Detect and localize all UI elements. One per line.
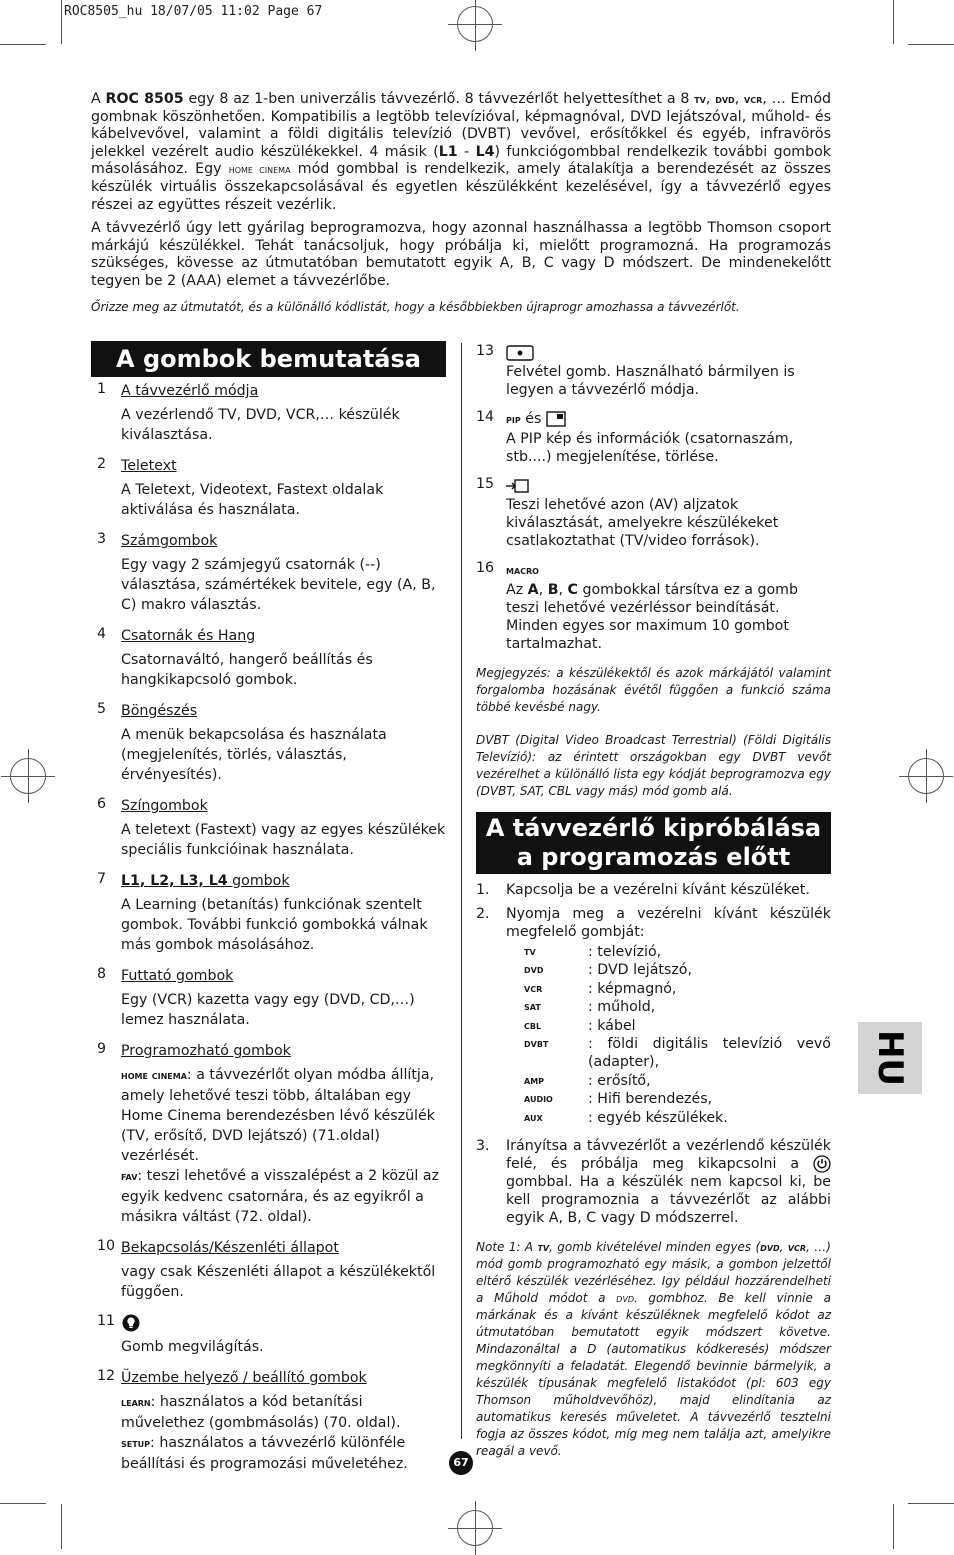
list-item: 4 Csatornák és Hang Csatornaváltó, hangerő beállítás és hangkikapcsoló gombok. bbox=[97, 626, 373, 688]
crop-mark bbox=[893, 0, 894, 44]
intro-paragraph-1: A ROC 8505 egy 8 az 1-ben univerzális távvezérlő. 8 távvezérlőt helyettesíthet a 8 tv, dvd, vcr, … Emód gombnak köszönhetően. Kompatibilis a legtöbb televízióval, képmagnóval, DVD lejátszóval, műhold- és kábelvevővel, valamint a földi digitális televízió (DVBT) vevővel, erősítőkkel és egyéb, infravörös jelekkel vezérelt audio készülékekkel. 4 másik (L1 - L4) funkciógombbal rendelkezik további gombok másolásához. Egy home cinema mód gombbal is rendelkezik, amely átalakítja a berendezését az összes készülék virtuális összekapcsolásával és egyetlen készülékként kezelésével, így a távvezérlő egyes részei az együttes részeit vezérlik. bbox=[91, 91, 832, 213]
device-table bbox=[506, 943, 831, 1127]
list-item: 15 Teszi lehetővé azon (AV) aljzatok kiválasztását, amelyekre készülékeket csatlakoztathat (TV/video források). bbox=[476, 476, 779, 549]
button-list bbox=[91, 381, 447, 1485]
crop-mark bbox=[0, 1503, 46, 1504]
page-number: 67 bbox=[449, 1451, 473, 1475]
registration-mark bbox=[457, 6, 493, 42]
device-row: vcr : képmagnó, bbox=[524, 980, 677, 997]
print-slug: ROC8505_hu 18/07/05 11:02 Page 67 bbox=[64, 4, 323, 19]
list-item: 3 Számgombok Egy vagy 2 számjegyű csatornák (--) választása, számértékek bevitele, egy (A, B, C) makro választás. bbox=[97, 531, 436, 613]
device-row: dvbt : földi digitális televízió vevő (adapter), bbox=[524, 1036, 831, 1071]
device-row: audio : Hifi berendezés, bbox=[524, 1091, 713, 1108]
right-column bbox=[476, 343, 831, 816]
device-row: cbl : kábel bbox=[524, 1017, 636, 1034]
list-item: 13 Felvétel gomb. Használható bármilyen is legyen a távvezérlő módja. bbox=[476, 343, 795, 398]
list-item: 9 Programozható gombok home cinema: a távvezérlőt olyan módba állítja, amely lehetővé teszi több, általában egy Home Cinema berendezésben lévő készülék (TV, erősítő, DVD lejátszó) (71.oldal) vezérlését. fav: teszi lehetővé a visszalépést a 2 közül az egyik kedvenc csatornára, és az egyikről a másikra váltást (72. oldal). bbox=[97, 1041, 440, 1225]
intro-note: Őrizze meg az útmutatót, és a különálló kódlistát, hogy a későbbiekben újraprogr amozhassa a távvezérlőt. bbox=[91, 299, 740, 314]
column-divider bbox=[461, 343, 462, 1439]
light-bulb-icon bbox=[121, 1313, 141, 1333]
device-row: tv : televízió, bbox=[524, 944, 662, 960]
device-row: amp : erősítő, bbox=[524, 1072, 651, 1089]
registration-mark bbox=[908, 758, 944, 794]
intro-paragraph-2: A távvezérlő úgy lett gyárilag beprogramozva, hogy azonnal használhassa a legtöbb Thomson csoport márkájú készülékkel. Tehát tanácsoljuk, hogy próbálja ki, mielőtt programozná. Ha programozás szükséges, kövesse az útmutatóban bemutatott egyik A, B, C vagy D módszert. De mindenekelőtt tegyen be 2 (AAA) elemet a távvezérlőbe. bbox=[91, 220, 831, 289]
crop-mark bbox=[893, 1504, 894, 1549]
crop-mark bbox=[61, 1504, 62, 1549]
note-1: Note 1: A tv, gomb kivételével minden egyes (dvd, vcr, …) mód gomb programozható egy másik, a gombon jelzettől eltérő készülék vezérléséhez. Igy például hozzárendelheti a Műhold módot a dvd. gombhoz. Be kell vinnie a márkának és a kívánt készüléknek megfelelő kódot az útmutatóban bemutatott egyik módszert követve. Mindazonáltal a D (automatikus kódkeresés) módszer megkönnyíti a feladatát. Elegendő bevinnie bármelyik, a készülék típusának megfelelő listakódot (pl: 603 egy Thomson műholdvevőhöz), majd elindítania az automatikus keresés műveletet. A távvezérlő tesztelni fogja az összes kódot, míg meg nem találja azt, amelyikre reagál a vevő. bbox=[476, 1240, 831, 1459]
dvbt-note: DVBT (Digital Video Broadcast Terrestrial) (Földi Digitális Televízió): az érintett országokban egy DVBT vevőt vezérelhet a különálló lista egy kódját beprogramozva egy (DVBT, SAT, CBL vagy más) mód gomb alá. bbox=[476, 733, 831, 798]
language-tab: HU bbox=[858, 1022, 922, 1094]
list-item: 2 Teletext A Teletext, Videotext, Fastext oldalak aktiválása és használata. bbox=[97, 456, 384, 518]
note-paragraph: Megjegyzés: a készülékektől és azok márkájától valamint forgalomba hozásának évétől függően a funkció száma többé kevésbé nagy. bbox=[476, 666, 831, 714]
pip-icon bbox=[546, 411, 566, 427]
registration-mark bbox=[10, 758, 46, 794]
list-item: 10 Bekapcsolás/Készenléti állapot vagy csak Készenléti állapot a készülékektől függően. bbox=[97, 1238, 436, 1300]
list-item: 6 Színgombok A teletext (Fastext) vagy az egyes készülékek speciális funkcióinak használata. bbox=[97, 796, 446, 858]
av-input-icon bbox=[506, 478, 530, 494]
crop-mark bbox=[908, 1503, 954, 1504]
step-item: 3. Irányítsa a távvezérlőt a vezérlendő készülék felé, és próbálja meg kikapcsolni a gombbal. Ha a készülék nem kapcsol ki, be kell programoznia a távvezérlőt az alábbi egyik A, B, C vagy D módszerrel. bbox=[476, 1138, 831, 1227]
device-row: dvd : DVD lejátszó, bbox=[524, 962, 693, 979]
section-heading-buttons: A gombok bemutatása bbox=[91, 341, 446, 377]
record-icon bbox=[506, 345, 534, 361]
list-item: 7 L1, L2, L3, L4 gombok A Learning (betanítás) funkciónak szentelt gombok. További funkció gombokká válnak más gombok másolásához. bbox=[97, 871, 428, 953]
device-row: sat : műhold, bbox=[524, 999, 656, 1016]
list-item: 5 Böngészés A menük bekapcsolása és használata (megjelenítés, törlés, választás, érvényesítés). bbox=[97, 701, 387, 783]
list-item: 8 Futtató gombok Egy (VCR) kazetta vagy egy (DVD, CD,…) lemez használata. bbox=[97, 966, 415, 1028]
steps-list bbox=[476, 881, 831, 1460]
section-heading-test: A távvezérlő kipróbálása a programozás előtt bbox=[476, 812, 831, 874]
list-item: 11 Gomb megvilágítás. bbox=[97, 1313, 264, 1355]
power-icon bbox=[813, 1155, 831, 1173]
registration-mark bbox=[457, 1510, 493, 1546]
crop-mark bbox=[908, 44, 954, 45]
step-item: 1. Kapcsolja be a vezérelni kívánt készüléket. bbox=[476, 882, 810, 898]
list-item: 14 pip és A PIP kép és információk (csatornaszám, stb....) megjelenítése, törlése. bbox=[476, 409, 794, 465]
device-row: aux : egyéb készülékek. bbox=[524, 1109, 728, 1126]
step-item: 2. Nyomja meg a vezérelni kívánt készülék megfelelő gombját: tv : televízió, dvd : DVD lejátszó, vcr : képmagnó, sat : műhold, cbl : kábel dvbt : földi digitális televízió vevő (adapter), amp : erősítő, audio : Hifi berendezés, aux : egyéb készülékek. bbox=[476, 906, 831, 1126]
crop-mark bbox=[61, 0, 62, 44]
list-item: 1 A távvezérlő módja A vezérlendő TV, DVD, VCR,… készülék kiválasztása. bbox=[97, 381, 400, 443]
crop-mark bbox=[0, 44, 46, 45]
list-item: 16 macro Az A, B, C gombokkal társítva ez a gomb teszi lehetővé vezérléssor beindítását. Minden egyes sor maximum 10 gombot tartalmazhat. bbox=[476, 560, 798, 652]
list-item: 12 Üzembe helyező / beállító gombok learn: használatos a kód betanítási művelethez (gombmásolás) (70. oldal). setup: használatos a távvezérlő különféle beállítási és programozási műveletéhez. bbox=[97, 1368, 408, 1472]
intro-section bbox=[91, 91, 831, 322]
